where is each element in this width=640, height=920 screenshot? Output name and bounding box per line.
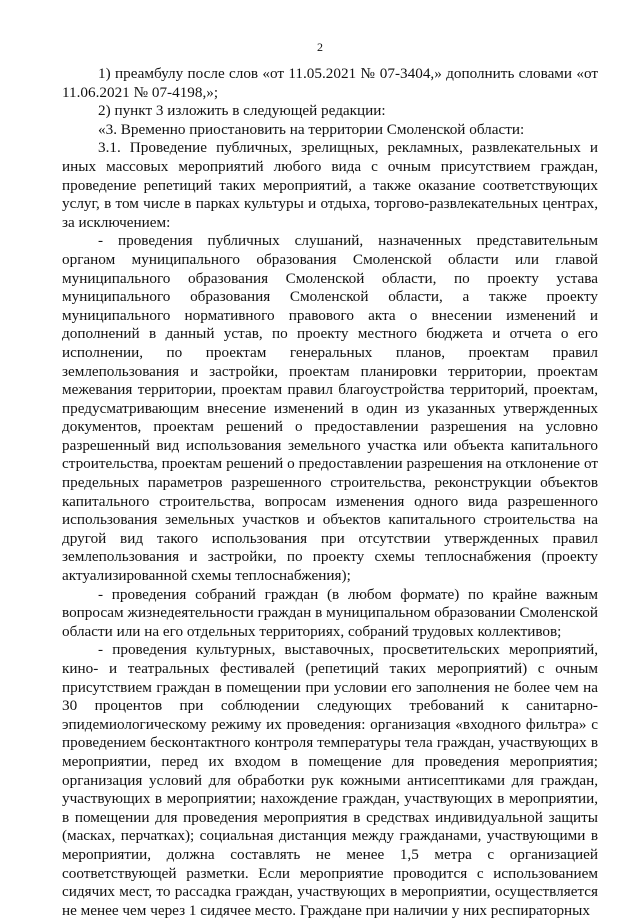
paragraph-amend-point-3: 2) пункт 3 изложить в следующей редакции: xyxy=(98,102,386,120)
page-number: 2 xyxy=(317,40,323,54)
paragraph-cultural-events: - проведения культурных, выставочных, просветительских мероприятий, кино- и театральных фестивалей (репетиций таких мероприятий) с очным присутствием граждан в помещении при условии его заполнения не более чем на 30 процентов при соблюдении следующих требований к санитарно-эпидемиологическому режиму их проведения: организация «входного фильтра» с проведением бесконтактного контроля температуры тела граждан, участвующих в мероприятии, перед их входом в помещение для проведения мероприятия; организация условий для обработки рук кожными антисептиками для граждан, участвующих в мероприятии; нахождение граждан, участвующих в мероприятии, в помещении для проведения мероприятия в средствах индивидуальной защиты (масках, перчатках); социальная дистанция между гражданами, участвующими в мероприятии, должна составлять не менее 1,5 метра с организацией соответствующей разметки. Если мероприятие проводится с использованием сидячих мест, то рассадка граждан, участвующих в мероприятии, осуществляется не менее чем через 1 сидячее место. Граждане при наличии у них респираторных xyxy=(62,641,598,919)
document-body xyxy=(62,65,598,920)
paragraph-public-hearings: - проведения публичных слушаний, назначенных представительным органом муниципального образования Смоленской области или главой муниципального образования Смоленской области, по проекту устава муниципального образования Смоленской области, а также проекту муниципального нормативного правового акта о внесении изменений и дополнений в данный устав, по проекту местного бюджета и отчета о его исполнении, по проектам генеральных планов, проектам правил землепользования и застройки, проектам планировки территории, проектам межевания территории, проектам правил благоустройства территорий, проектам, предусматривающим внесение изменений в один из указанных утвержденных документов, проектам решений о предоставлении разрешения на условно разрешенный вид использования земельного участка или объекта капитального строительства, проектам решений о предоставлении разрешения на отклонение от предельных параметров разрешенного строительства, реконструкции объектов капитального строительства, вопросам изменения одного вида разрешенного использования земельных участков и объектов капитального строительства на другой вид такого использования при отсутствии утвержденных правил землепользования и застройки, по проекту схемы теплоснабжения (проекту актуализированной схемы теплоснабжения); xyxy=(62,232,598,585)
paragraph-citizens-meetings: - проведения собраний граждан (в любом формате) по крайне важным вопросам жизнедеятельности граждан в муниципальном образовании Смоленской области или на его отдельных территориях, собраний трудовых коллективов; xyxy=(62,585,598,640)
paragraph-amend-preamble: 1) преамбулу после слов «от 11.05.2021 № 07-3404,» дополнить словами «от 11.06.2021 № 07-4198,»; xyxy=(62,65,598,101)
paragraph-subpoint-3-1: 3.1. Проведение публичных, зрелищных, рекламных, развлекательных и иных массовых мероприятий любого вида с очным присутствием граждан, проведение репетиций таких мероприятий, а также оказание соответствующих услуг, в том числе в парках культуры и отдыха, торгово-развлекательных центрах, за исключением: xyxy=(62,139,598,231)
paragraph-point-3-heading: «3. Временно приостановить на территории Смоленской области: xyxy=(98,120,525,138)
